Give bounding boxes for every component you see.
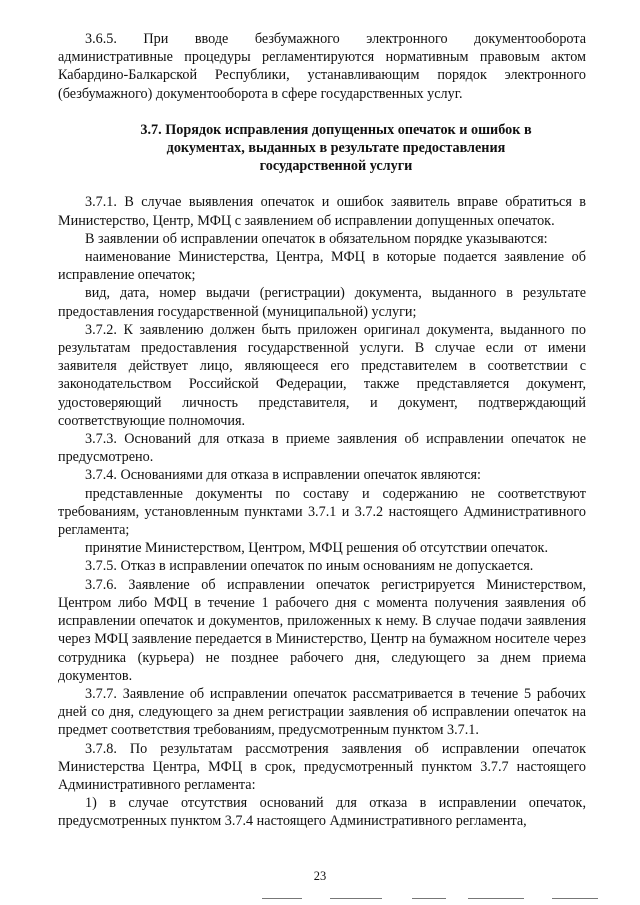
section-heading-3-7: 3.7. Порядок исправления допущенных опечаток и ошибок в документах, выданных в результате предоставления государственной услуги — [140, 121, 532, 175]
paragraph-3-7-7: 3.7.7. Заявление об исправлении опечаток рассматривается в течение 5 рабочих дней со дня, следующего за днем регистрации заявления об исправлении опечаток на предмет соответствия требованиям, предусмотренным пунктом 3.7.1. — [58, 685, 586, 739]
paragraph-submitted-documents: представленные документы по составу и содержанию не соответствуют требованиям, установленным пунктами 3.7.1 и 3.7.2 настоящего Административного регламента; — [58, 485, 586, 539]
paragraph-3-7-1: 3.7.1. В случае выявления опечаток и ошибок заявитель вправе обратиться в Министерство, Центр, МФЦ с заявлением об исправлении допущенных опечаток. — [58, 194, 586, 229]
paragraph-3-6-5: 3.6.5. При вводе безбумажного электронного документооборота административные процедуры регламентируются нормативным правовым актом Кабардино-Балкарской Республики, устанавливающим порядок электронного (безбумажного) документооборота в сфере государственных услуг. — [58, 31, 586, 102]
document-body — [58, 30, 586, 831]
paragraph-decision: принятие Министерством, Центром, МФЦ решения об отсутствии опечаток. — [85, 540, 548, 557]
paragraph-3-7-3: 3.7.3. Оснований для отказа в приеме заявления об исправлении опечаток не предусмотрено. — [58, 431, 586, 466]
paragraph-3-7-6: 3.7.6. Заявление об исправлении опечаток регистрируется Министерством, Центром либо МФЦ в течение 1 рабочего дня с момента получения заявления об исправлении опечаток и документов, приложенных к нему. В случае подачи заявления через МФЦ заявление передается в Министерство, Центр на бумажном носителе через сотрудника (курьера) не позднее рабочего дня, следующего за днем приема документов. — [58, 576, 586, 684]
paragraph-item-1: 1) в случае отсутствия оснований для отказа в исправлении опечаток, предусмотренных пунктом 3.7.4 настоящего Административного регламента, — [58, 795, 586, 830]
paragraph-indicated: В заявлении об исправлении опечаток в обязательном порядке указываются: — [85, 230, 548, 247]
page-number: 23 — [313, 869, 327, 883]
bottom-rule-5 — [552, 898, 598, 899]
bottom-rule-3 — [412, 898, 446, 899]
paragraph-3-7-2: 3.7.2. К заявлению должен быть приложен оригинал документа, выданного по результатам предоставления государственной услуги. В случае если от имени заявителя действует лицо, являющееся его представителем в соответствии с законодательством Российской Федерации, также представляется документ, удостоверяющий личность представителя, и документ, подтверждающий соответствующие полномочия. — [58, 321, 586, 429]
paragraph-3-7-5: 3.7.5. Отказ в исправлении опечаток по иным основаниям не допускается. — [85, 558, 534, 575]
bottom-rule-2 — [330, 898, 382, 899]
paragraph-document-type: вид, дата, номер выдачи (регистрации) документа, выданного в результате предоставления государственной (муниципальной) услуги; — [58, 285, 586, 320]
paragraph-3-7-4: 3.7.4. Основаниями для отказа в исправлении опечаток являются: — [85, 467, 482, 484]
bottom-rule-1 — [262, 898, 302, 899]
bottom-rule-4 — [468, 898, 524, 899]
paragraph-3-7-8: 3.7.8. По результатам рассмотрения заявления об исправлении опечаток Министерства Центра, МФЦ в срок, предусмотренный пунктом 3.7.7 настоящего Административного регламента: — [58, 740, 586, 793]
paragraph-ministry-name: наименование Министерства, Центра, МФЦ в которые подается заявление об исправление опечаток; — [58, 249, 586, 284]
